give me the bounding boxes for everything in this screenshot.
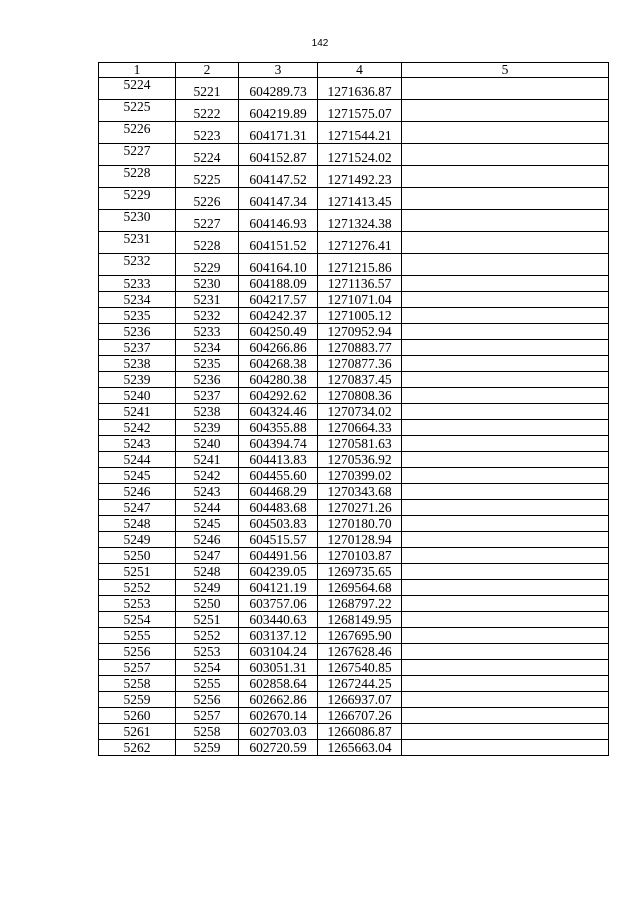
table-cell: 5248 (99, 516, 176, 532)
table-cell: 1267628.46 (318, 644, 402, 660)
table-cell: 5229 (99, 188, 176, 210)
table-cell (402, 708, 609, 724)
column-header: 5 (402, 63, 609, 78)
table-cell (402, 660, 609, 676)
table-cell: 5253 (99, 596, 176, 612)
table-cell (402, 596, 609, 612)
table-cell (402, 388, 609, 404)
table-cell: 5244 (176, 500, 239, 516)
table-cell: 5251 (99, 564, 176, 580)
table-cell: 5231 (99, 232, 176, 254)
table-cell: 5236 (176, 372, 239, 388)
table-cell: 5258 (176, 724, 239, 740)
table-cell: 604147.34 (239, 188, 318, 210)
table-cell: 5234 (176, 340, 239, 356)
table-cell (402, 580, 609, 596)
table-row (99, 484, 609, 500)
table-cell: 1271492.23 (318, 166, 402, 188)
table-cell: 604289.73 (239, 78, 318, 100)
table-row (99, 188, 609, 210)
table-cell: 5235 (176, 356, 239, 372)
table-cell (402, 232, 609, 254)
table-cell: 604394.74 (239, 436, 318, 452)
table-row (99, 144, 609, 166)
table-cell: 604250.49 (239, 324, 318, 340)
table-cell: 1270581.63 (318, 436, 402, 452)
table-row (99, 676, 609, 692)
table-cell: 1270399.02 (318, 468, 402, 484)
table-row (99, 580, 609, 596)
table-cell: 604491.56 (239, 548, 318, 564)
table-cell (402, 724, 609, 740)
table-cell (402, 468, 609, 484)
table-cell: 1269564.68 (318, 580, 402, 596)
table-cell: 5224 (99, 78, 176, 100)
table-cell (402, 420, 609, 436)
table-cell: 604268.38 (239, 356, 318, 372)
table-cell (402, 144, 609, 166)
table-cell: 5247 (99, 500, 176, 516)
table-cell: 1271276.41 (318, 232, 402, 254)
table-cell: 5228 (99, 166, 176, 188)
table-cell: 5262 (99, 740, 176, 756)
table-cell: 5227 (176, 210, 239, 232)
page-number: 142 (311, 38, 329, 49)
table-cell: 1270128.94 (318, 532, 402, 548)
table-cell: 604413.83 (239, 452, 318, 468)
table-row (99, 660, 609, 676)
table-cell: 5244 (99, 452, 176, 468)
table-cell (402, 452, 609, 468)
table-cell: 1266707.26 (318, 708, 402, 724)
table-row (99, 692, 609, 708)
table-cell: 603757.06 (239, 596, 318, 612)
table-cell: 602670.14 (239, 708, 318, 724)
table-cell (402, 292, 609, 308)
table-cell: 5234 (99, 292, 176, 308)
table-row (99, 210, 609, 232)
table-row (99, 254, 609, 276)
table-cell: 603104.24 (239, 644, 318, 660)
table-cell: 1270271.26 (318, 500, 402, 516)
table-cell: 1270103.87 (318, 548, 402, 564)
table-row (99, 644, 609, 660)
table-cell: 5250 (99, 548, 176, 564)
table-cell (402, 532, 609, 548)
table-cell: 5239 (99, 372, 176, 388)
table-cell (402, 308, 609, 324)
table-cell: 5255 (99, 628, 176, 644)
table-cell: 1267244.25 (318, 676, 402, 692)
table-cell: 5256 (99, 644, 176, 660)
table-cell: 5242 (99, 420, 176, 436)
table-cell: 1270952.94 (318, 324, 402, 340)
table-cell: 1270808.36 (318, 388, 402, 404)
table-row (99, 596, 609, 612)
table-cell: 5241 (176, 452, 239, 468)
table-cell: 603137.12 (239, 628, 318, 644)
table-row (99, 612, 609, 628)
table-cell (402, 548, 609, 564)
table-cell: 604515.57 (239, 532, 318, 548)
table-cell: 604147.52 (239, 166, 318, 188)
table-cell: 5226 (176, 188, 239, 210)
table-cell (402, 254, 609, 276)
table-cell: 1270343.68 (318, 484, 402, 500)
table-cell: 5236 (99, 324, 176, 340)
table-cell: 5221 (176, 78, 239, 100)
table-cell: 604242.37 (239, 308, 318, 324)
table-cell: 604171.31 (239, 122, 318, 144)
table-cell (402, 404, 609, 420)
table-cell: 5233 (176, 324, 239, 340)
table-cell: 604468.29 (239, 484, 318, 500)
table-row (99, 308, 609, 324)
table-cell: 5252 (99, 580, 176, 596)
column-header: 3 (239, 63, 318, 78)
table-row (99, 500, 609, 516)
table-cell (402, 692, 609, 708)
table-header-row (99, 63, 609, 78)
table-cell: 1271636.87 (318, 78, 402, 100)
table-cell: 1270734.02 (318, 404, 402, 420)
table-row (99, 452, 609, 468)
table-cell: 1268797.22 (318, 596, 402, 612)
table-cell (402, 516, 609, 532)
table-cell: 1271071.04 (318, 292, 402, 308)
table-row (99, 276, 609, 292)
table-cell: 604239.05 (239, 564, 318, 580)
table-cell: 5225 (99, 100, 176, 122)
table-cell: 5261 (99, 724, 176, 740)
table-cell: 1271575.07 (318, 100, 402, 122)
table-cell (402, 356, 609, 372)
column-header: 2 (176, 63, 239, 78)
table-cell: 5223 (176, 122, 239, 144)
table-cell (402, 340, 609, 356)
table-cell: 602662.86 (239, 692, 318, 708)
table-cell: 1266937.07 (318, 692, 402, 708)
table-cell: 5249 (176, 580, 239, 596)
table-cell: 5233 (99, 276, 176, 292)
table-cell: 604483.68 (239, 500, 318, 516)
table-cell: 5225 (176, 166, 239, 188)
table-cell (402, 436, 609, 452)
table-cell: 1265663.04 (318, 740, 402, 756)
table-cell (402, 612, 609, 628)
table-cell: 5259 (99, 692, 176, 708)
table-cell (402, 676, 609, 692)
table-row (99, 100, 609, 122)
column-header: 1 (99, 63, 176, 78)
table-row (99, 340, 609, 356)
table-cell (402, 324, 609, 340)
table-cell: 1268149.95 (318, 612, 402, 628)
table-row (99, 708, 609, 724)
table-cell: 5240 (176, 436, 239, 452)
table-cell: 5231 (176, 292, 239, 308)
table-cell: 604121.19 (239, 580, 318, 596)
table-cell: 1271324.38 (318, 210, 402, 232)
table-cell: 604219.89 (239, 100, 318, 122)
table-cell: 604217.57 (239, 292, 318, 308)
table-cell: 5232 (99, 254, 176, 276)
table-cell: 1267540.85 (318, 660, 402, 676)
table-cell: 5254 (176, 660, 239, 676)
table-cell: 604455.60 (239, 468, 318, 484)
table-row (99, 628, 609, 644)
table-cell: 5258 (99, 676, 176, 692)
table-cell: 1270877.36 (318, 356, 402, 372)
table-cell: 5232 (176, 308, 239, 324)
table-cell: 5228 (176, 232, 239, 254)
table-cell: 5246 (176, 532, 239, 548)
table-row (99, 372, 609, 388)
table-cell (402, 372, 609, 388)
table-cell: 602858.64 (239, 676, 318, 692)
table-row (99, 356, 609, 372)
table-cell: 1270837.45 (318, 372, 402, 388)
table-cell: 5237 (176, 388, 239, 404)
table-cell: 604146.93 (239, 210, 318, 232)
table-row (99, 420, 609, 436)
table-cell: 5260 (99, 708, 176, 724)
table-row (99, 724, 609, 740)
table-cell: 5247 (176, 548, 239, 564)
table-cell (402, 484, 609, 500)
table-cell: 5257 (176, 708, 239, 724)
table-cell: 5255 (176, 676, 239, 692)
table-cell: 604151.52 (239, 232, 318, 254)
table-cell (402, 276, 609, 292)
table-row (99, 122, 609, 144)
table-cell (402, 628, 609, 644)
table-cell: 5229 (176, 254, 239, 276)
table-cell: 604324.46 (239, 404, 318, 420)
table-row (99, 532, 609, 548)
table-row (99, 232, 609, 254)
table-cell: 5245 (176, 516, 239, 532)
table-cell: 604280.38 (239, 372, 318, 388)
table-row (99, 436, 609, 452)
table-cell: 604292.62 (239, 388, 318, 404)
table-cell: 1271544.21 (318, 122, 402, 144)
table-cell (402, 500, 609, 516)
table-cell: 5249 (99, 532, 176, 548)
table-cell: 1271136.57 (318, 276, 402, 292)
table-cell: 5246 (99, 484, 176, 500)
table-cell: 5230 (99, 210, 176, 232)
table-cell: 5257 (99, 660, 176, 676)
table-cell: 1267695.90 (318, 628, 402, 644)
table-cell: 603440.63 (239, 612, 318, 628)
table-cell: 603051.31 (239, 660, 318, 676)
table-cell: 1269735.65 (318, 564, 402, 580)
table-cell: 1271524.02 (318, 144, 402, 166)
table-cell: 5251 (176, 612, 239, 628)
table-row (99, 78, 609, 100)
column-header: 4 (318, 63, 402, 78)
table-cell: 1270536.92 (318, 452, 402, 468)
table-cell: 1270883.77 (318, 340, 402, 356)
table-cell: 5243 (176, 484, 239, 500)
table-cell (402, 740, 609, 756)
table-cell: 5252 (176, 628, 239, 644)
table-cell (402, 188, 609, 210)
table-cell: 5253 (176, 644, 239, 660)
table-row (99, 324, 609, 340)
table-row (99, 740, 609, 756)
table-cell: 1271215.86 (318, 254, 402, 276)
table-cell (402, 166, 609, 188)
table-cell: 5243 (99, 436, 176, 452)
table-cell: 5259 (176, 740, 239, 756)
table-cell: 5238 (99, 356, 176, 372)
table-cell (402, 100, 609, 122)
table-row (99, 166, 609, 188)
table-cell: 5235 (99, 308, 176, 324)
table-cell: 5230 (176, 276, 239, 292)
table-row (99, 388, 609, 404)
table-row (99, 548, 609, 564)
table-cell (402, 78, 609, 100)
table-cell: 604355.88 (239, 420, 318, 436)
table-cell: 5241 (99, 404, 176, 420)
coordinates-table (98, 62, 609, 756)
table-row (99, 468, 609, 484)
table-cell: 604152.87 (239, 144, 318, 166)
table-cell: 5256 (176, 692, 239, 708)
table-cell: 1270664.33 (318, 420, 402, 436)
table-cell: 5224 (176, 144, 239, 166)
table-body (99, 78, 609, 756)
table-cell (402, 210, 609, 232)
table-cell: 1271413.45 (318, 188, 402, 210)
table-cell: 1266086.87 (318, 724, 402, 740)
table-cell: 5242 (176, 468, 239, 484)
table-cell: 5222 (176, 100, 239, 122)
table-row (99, 564, 609, 580)
table-cell: 1270180.70 (318, 516, 402, 532)
table-cell: 604266.86 (239, 340, 318, 356)
table-cell: 5238 (176, 404, 239, 420)
table-cell (402, 564, 609, 580)
table-cell: 1271005.12 (318, 308, 402, 324)
table-cell: 5239 (176, 420, 239, 436)
table-cell (402, 644, 609, 660)
table-cell: 5240 (99, 388, 176, 404)
table-cell (402, 122, 609, 144)
table-cell: 602703.03 (239, 724, 318, 740)
table-cell: 5226 (99, 122, 176, 144)
table-row (99, 292, 609, 308)
table-cell: 5227 (99, 144, 176, 166)
table-cell: 604503.83 (239, 516, 318, 532)
table-cell: 5248 (176, 564, 239, 580)
table-cell: 5237 (99, 340, 176, 356)
table-cell: 602720.59 (239, 740, 318, 756)
table-row (99, 516, 609, 532)
table-cell: 604164.10 (239, 254, 318, 276)
table-cell: 5254 (99, 612, 176, 628)
table-cell: 604188.09 (239, 276, 318, 292)
table-cell: 5245 (99, 468, 176, 484)
table-cell: 5250 (176, 596, 239, 612)
table-row (99, 404, 609, 420)
